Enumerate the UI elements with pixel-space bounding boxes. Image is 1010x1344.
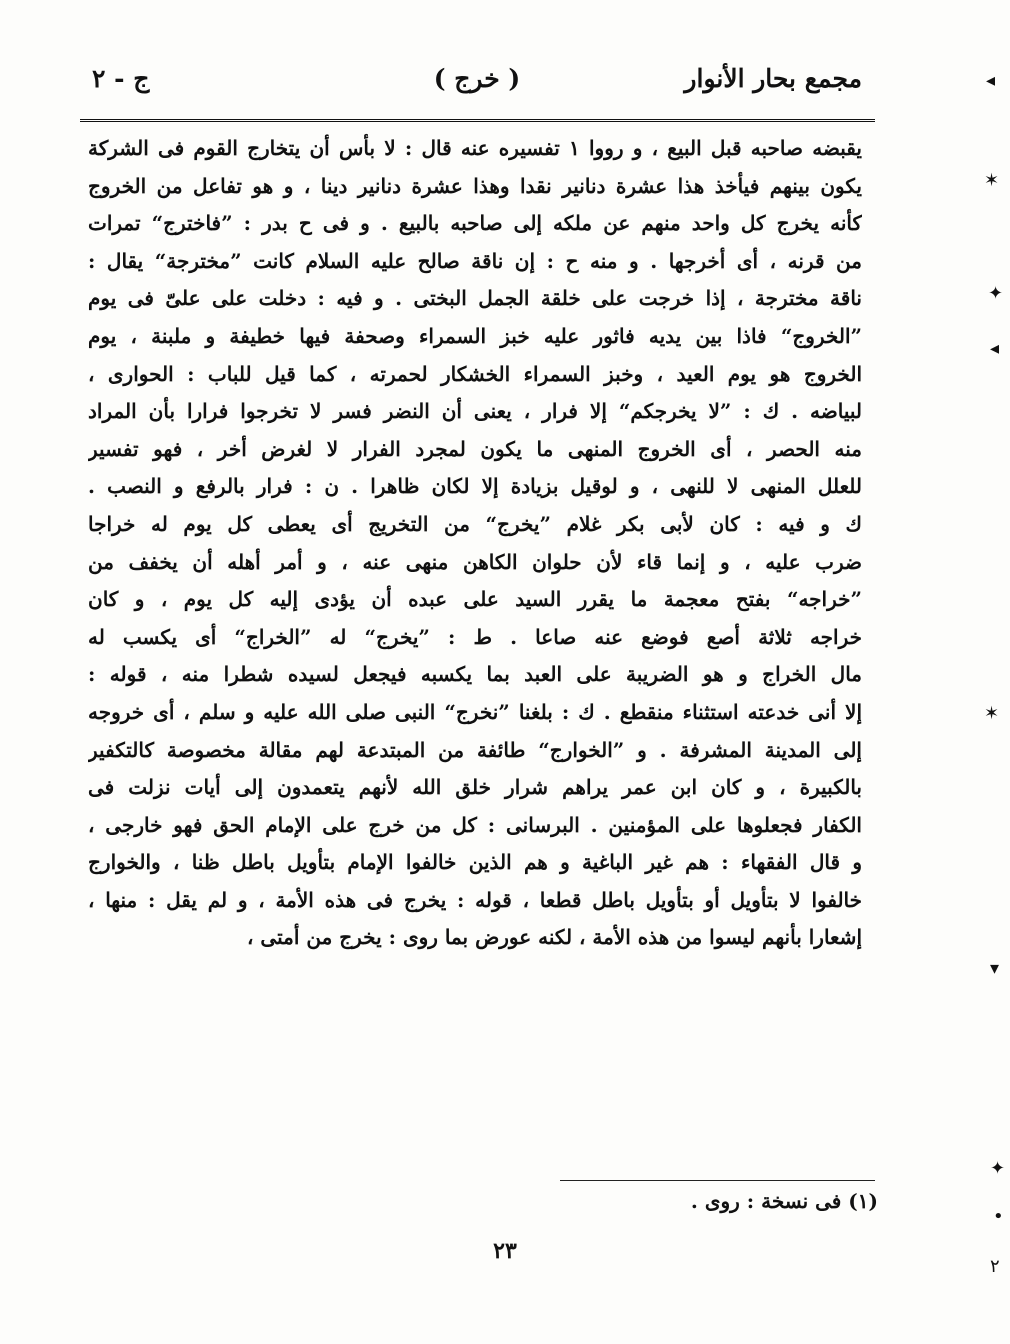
text-line: يكون بينهم فيأخذ هذا عشرة دنانير نقدا وهذا عشرة دنانير دينا ، و هو تفاعل من الخروج <box>88 173 862 198</box>
text-line: منه الحصر ، أى الخروج المنهى ما يكون لمجرد الفرار لا لغرض أخر ، فهو تفسير <box>88 436 862 461</box>
text-line: إلا أنى خدعته استثناء منقطع . ك : بلغنا ”نخرج“ النبى صلى الله عليه و سلم ، أى خروجه <box>88 699 862 724</box>
text-line: للعلل المنهى لا للنهى ، و لوقيل بزيادة إلا لكان ظاهرا . ن : فرار بالرفع و النصب . <box>88 474 862 499</box>
text-line: يقبضه صاحبه قبل البيع ، و رووا ١ تفسيره عنه قال : لا بأس أن يتخارج القوم فى الشركة <box>88 136 862 160</box>
text-line: خالفوا لا بتأويل أو بتأويل باطل قطعا ، قوله : يخرج فى هذه الأمة ، و لم يقل : منها ، <box>88 887 862 912</box>
margin-mark-icon: ▾ <box>990 958 1000 979</box>
text-line: مال الخراج و هو الضريبة على العبد بما يكسبه فيجعل لسيده شطرا منه ، قوله : <box>88 662 862 687</box>
text-line: لبياضه . ك : ”لا يخرجكم“ إلا فرار ، يعنى أن النضر فسر لا تخرجوا فرارا بأن المراد <box>88 399 862 424</box>
page-number: ٢٣ <box>493 1238 517 1264</box>
text-line: بالكبيرة ، و كان ابن عمر يراهم شرار خلق الله لأنهم يتعمدون إلى أيات نزلت فى <box>88 775 862 800</box>
header-rule <box>80 119 875 122</box>
text-line: ناقة مخترجة ، إذا خرجت على خلقة الجمل البختى . و فيه : دخلت على علىّ فى يوم <box>88 286 862 311</box>
margin-mark-icon: ٢ <box>990 1256 1000 1277</box>
book-title: مجمع بحار الأنوار <box>684 64 862 93</box>
text-line: الخروج هو يوم العيد ، وخبز السمراء الخشكار لحمرته ، كما قيل للباب : الحوارى ، <box>88 361 862 386</box>
margin-mark-icon: • <box>993 1206 1004 1227</box>
text-line: ك و فيه : كان لأبى بكر غلام ”يخرج“ من التخريج أى يعطى كل يوم له خراجا <box>88 511 862 536</box>
text-line: إلى المدينة المشرفة . و ”الخوارج“ طائفة من المبتدعة لهم مقالة مخصوصة كالتكفير <box>88 737 862 762</box>
text-line: إشعارا بأنهم ليسوا من هذه الأمة ، لكنه عورض بما روى : يخرج من أمتى ، <box>246 925 862 950</box>
text-line: ”خراجه“ بفتح معجمة ما يقرر السيد على عبده أن يؤدى إليه كل يوم ، و كان <box>88 587 862 612</box>
text-line: كأنه يخرج كل واحد منهم عن ملكه إلى صاحبه بالبيع . و فى ح بدر : ”فاخترج“ تمرات <box>88 211 862 236</box>
entry-word: ( خرج ) <box>433 64 521 93</box>
margin-mark-icon: ✶ <box>984 170 1000 191</box>
main-text <box>88 130 862 957</box>
text-line: الكفار فجعلوها على المؤمنين . البرسانى : كل من خرج على الإمام الحق فهو خارجى ، <box>88 812 862 837</box>
footnote: (١) فى نسخة : روى . <box>690 1189 878 1213</box>
margin-mark-icon: ◂ <box>990 338 1000 359</box>
margin-mark-icon: ◂ <box>986 70 996 91</box>
running-header <box>92 64 862 114</box>
text-line: من قرنه ، أى أخرجها . و منه ح : إن ناقة صالح عليه السلام كانت ”مخترجة“ يقال : <box>88 248 862 273</box>
margin-mark-icon: ✦ <box>990 1158 1006 1179</box>
footnote-rule <box>560 1180 875 1181</box>
text-line: خراجه ثلاثة أصع فوضع عنه صاعا . ط : ”يخرج“ له ”الخراج“ أى يكسب له <box>88 624 862 649</box>
margin-mark-icon: ✦ <box>988 283 1004 304</box>
text-line: ”الخروج“ فاذا بين يديه فاثور عليه خبز السمراء وصحفة فيها خطيفة و ملبنة ، يوم <box>88 323 862 348</box>
text-line: ضرب عليه ، و إنما قاء لأن حلوان الكاهن منهى عنه ، و أمر أهله أن يخفف من <box>88 549 862 574</box>
text-line: و قال الفقهاء : هم غير الباغية و هم الذين خالفوا الإمام بتأويل باطل ظنا ، والخوارج <box>88 850 862 875</box>
volume-number: ج - ٢ <box>92 64 150 93</box>
margin-mark-icon: ✶ <box>984 703 1000 724</box>
